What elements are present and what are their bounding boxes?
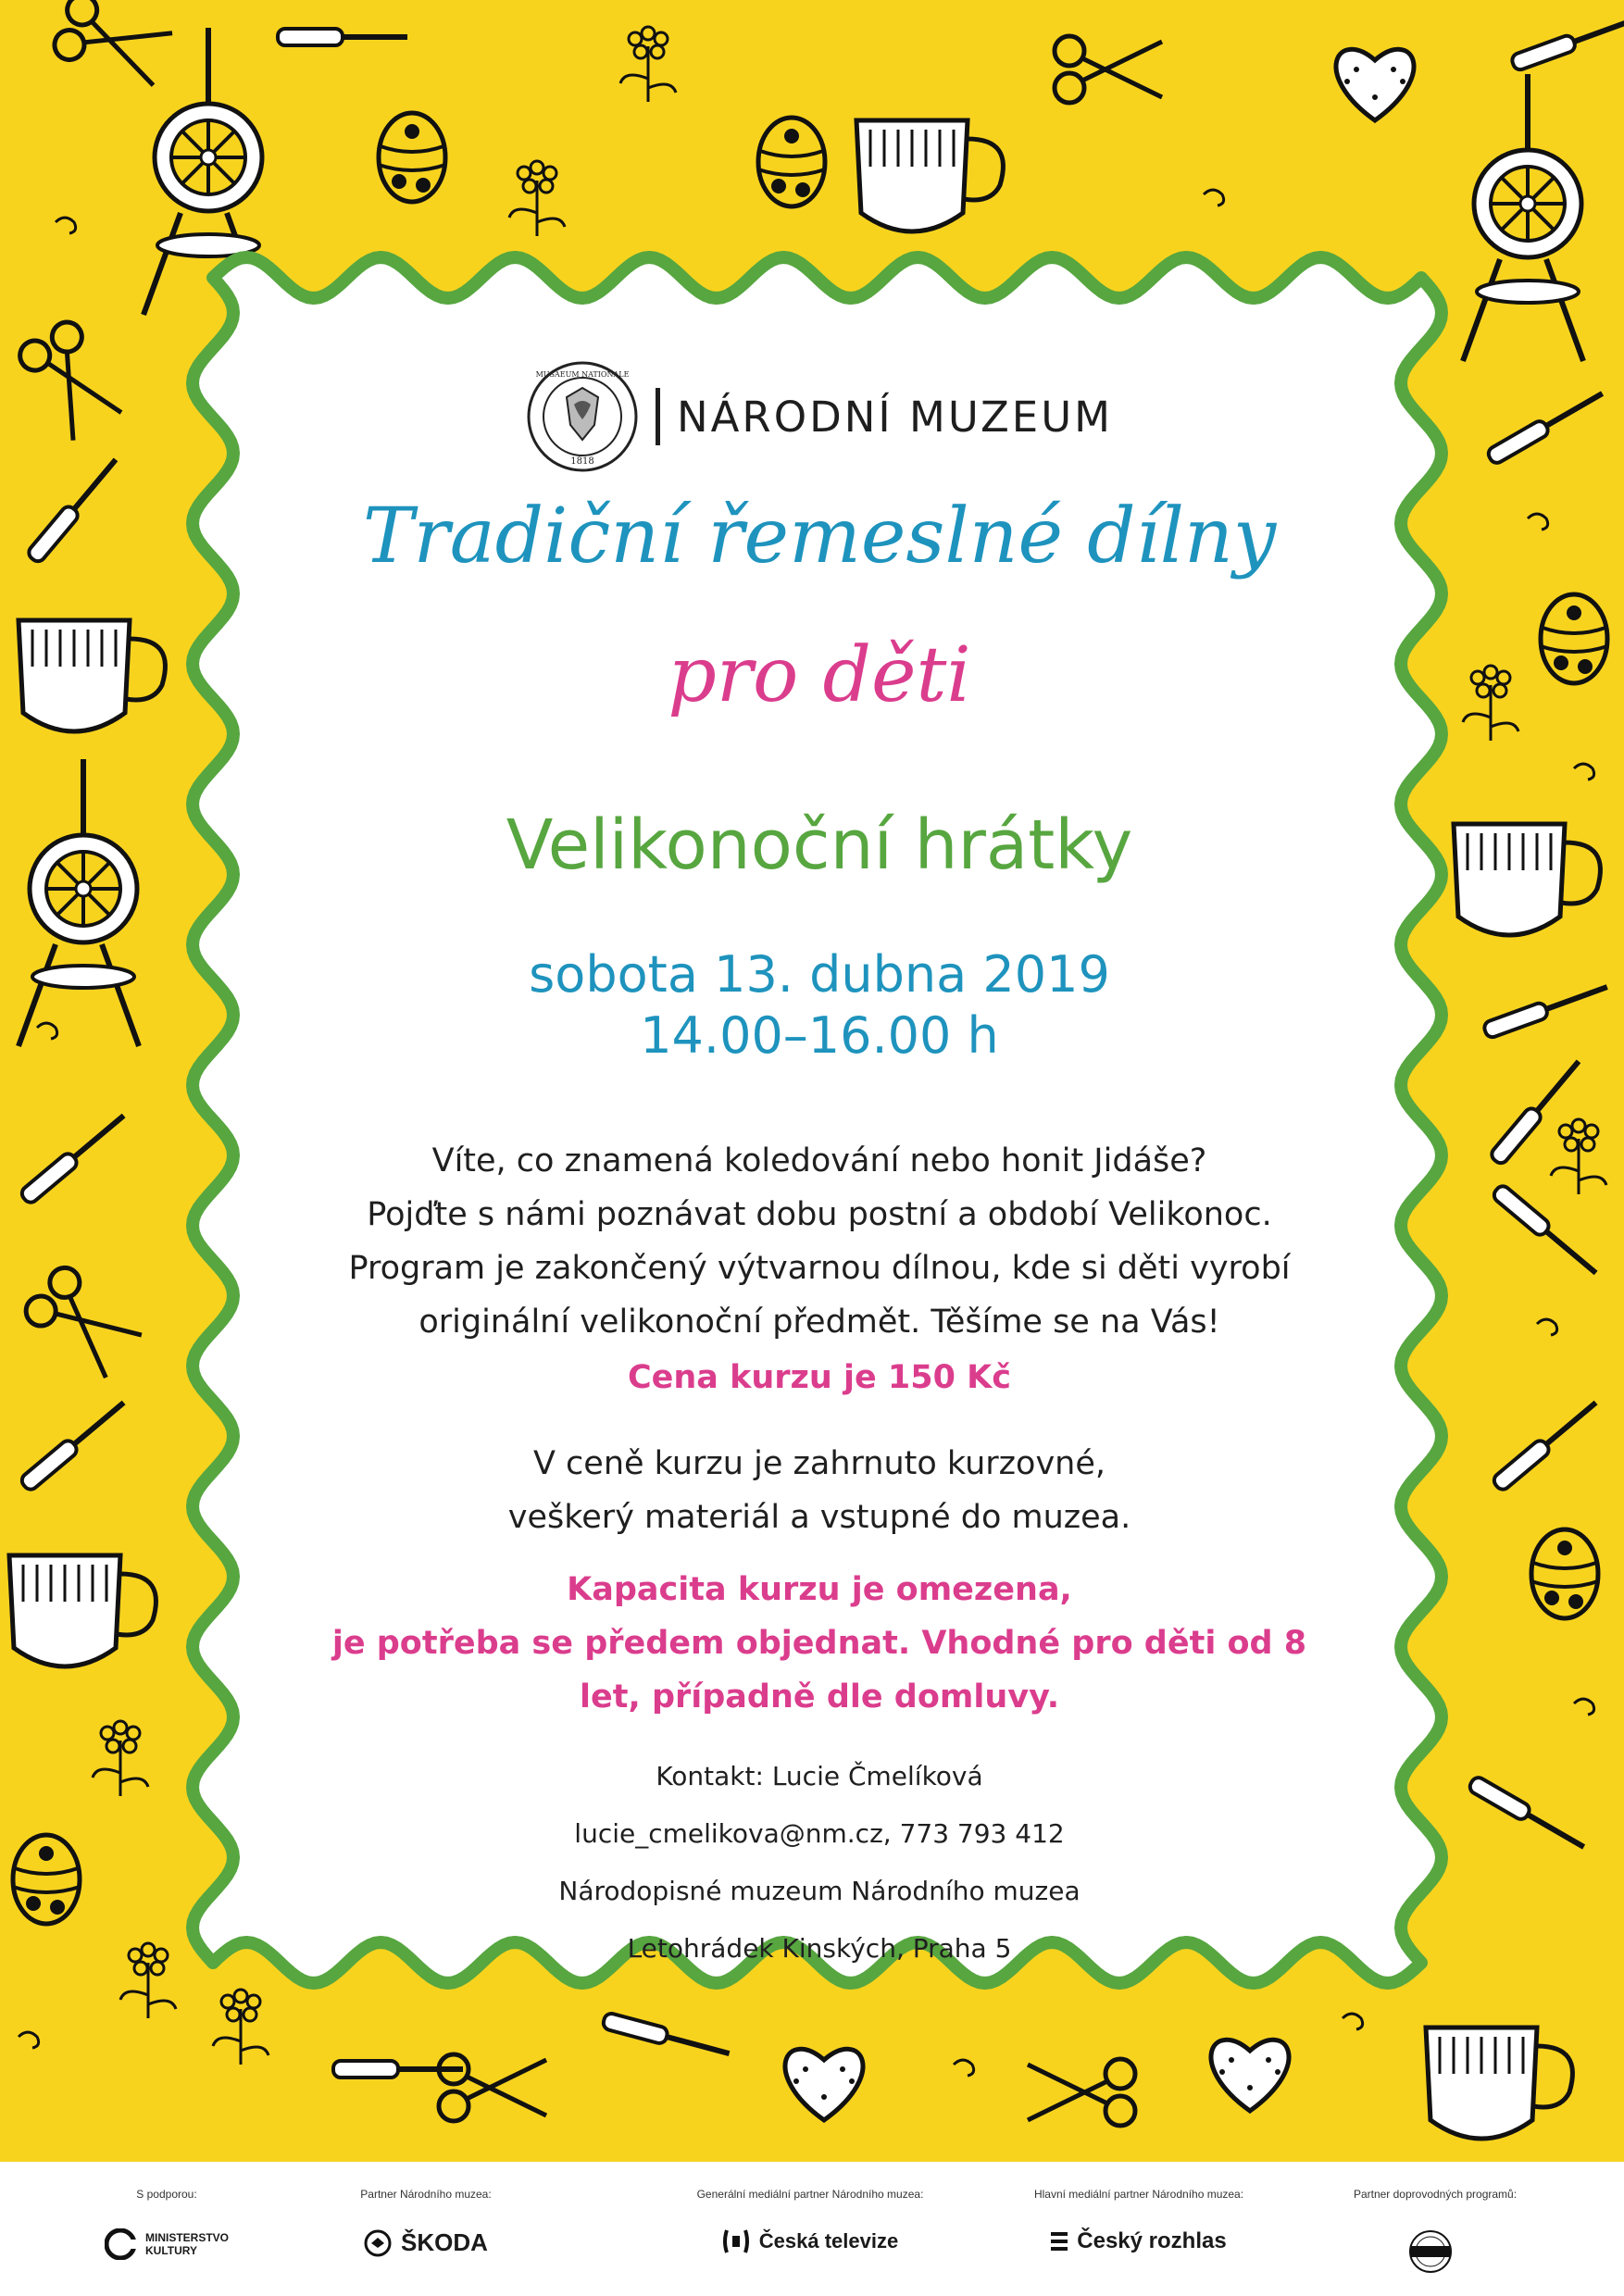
ministry-culture-icon [105,2228,136,2260]
includes-line: veškerý materiál a vstupné do muzea. [507,1499,1131,1536]
partner-label: Partner Národního muzea: [360,2188,492,2201]
partner-label: Hlavní mediální partner Národního muzea: [1033,2188,1244,2201]
skoda-name: ŠKODA [401,2228,488,2256]
contact-email-phone[interactable]: lucie_cmelikova@nm.cz, 773 793 412 [574,1818,1065,1849]
ceska-televize-name: Česká televize [758,2229,899,2252]
program-partner-logo [1296,2228,1574,2275]
ministry-name-line1: MINISTERSTVO [144,2231,229,2244]
capacity-line: let, případně dle domluvy. [580,1678,1059,1716]
partners-footer [0,2162,1624,2296]
partner-label: Partner doprovodných programů: [1353,2188,1518,2201]
program-partner-icon [1403,2228,1458,2275]
capacity-line: je potřeba se předem objednat. Vhodné pro děti od 8 [331,1625,1307,1662]
contact-institution: Národopisné muzeum Národního muzea [558,1876,1081,1906]
poster-content [204,278,1435,1972]
museum-name: NÁRODNÍ MUZEUM [676,392,1114,442]
course-price: Cena kurzu je 150 Kč [627,1359,1012,1396]
skoda-logo [287,2228,565,2257]
cesky-rozhlas-name: Český rozhlas [1077,2228,1227,2253]
partner-skoda [287,2188,565,2257]
event-datetime [204,944,1435,1067]
workshop-subtitle: pro děti [668,631,971,719]
ceska-televize-logo [671,2228,949,2254]
ministry-logo [28,2228,306,2260]
contact-info [204,1748,1435,1978]
contact-address: Letohrádek Kinských, Praha 5 [627,1933,1012,1964]
partner-ministry [28,2188,306,2260]
ministry-name-line2: KULTURY [144,2244,197,2257]
museum-logo [204,356,1435,477]
event-time: 14.00–16.00 h [640,1006,999,1065]
event-description [204,1134,1435,1349]
description-line: Pojďte s námi poznávat dobu postní a období Velikonoc. [367,1196,1272,1233]
skoda-icon [364,2229,392,2257]
contact-person: Kontakt: Lucie Čmelíková [656,1761,983,1791]
description-line: Program je zakončený výtvarnou dílnou, kde si děti vyrobí [348,1250,1291,1287]
includes-line: V ceně kurzu je zahrnuto kurzovné, [532,1445,1106,1482]
event-name: Velikonoční hrátky [506,805,1133,885]
cesky-rozhlas-logo [1000,2228,1278,2254]
tv-icon [722,2228,750,2254]
partner-label: S podporou: [136,2188,197,2201]
svg-text:MUSAEUM NATIONALE: MUSAEUM NATIONALE [535,370,630,379]
description-line: originální velikonoční předmět. Těšíme se na Vás! [418,1304,1220,1341]
capacity-notice [204,1563,1435,1724]
event-date: sobota 13. dubna 2019 [529,945,1110,1004]
workshop-title: Tradiční řemeslné dílny [362,493,1277,580]
description-line: Víte, co znamená koledování nebo honit Jidáše? [431,1142,1207,1179]
logo-divider [656,388,660,445]
museum-seal-icon [526,360,639,473]
partner-cesky-rozhlas [1000,2188,1278,2254]
capacity-line: Kapacita kurzu je omezena, [567,1571,1072,1608]
price-includes [204,1437,1435,1544]
svg-text:1818: 1818 [570,456,594,467]
partner-programs [1296,2188,1574,2275]
partner-ceska-televize [671,2188,949,2254]
partner-label: Generální mediální partner Národního muzea: [696,2188,924,2201]
radio-icon [1051,2230,1068,2252]
